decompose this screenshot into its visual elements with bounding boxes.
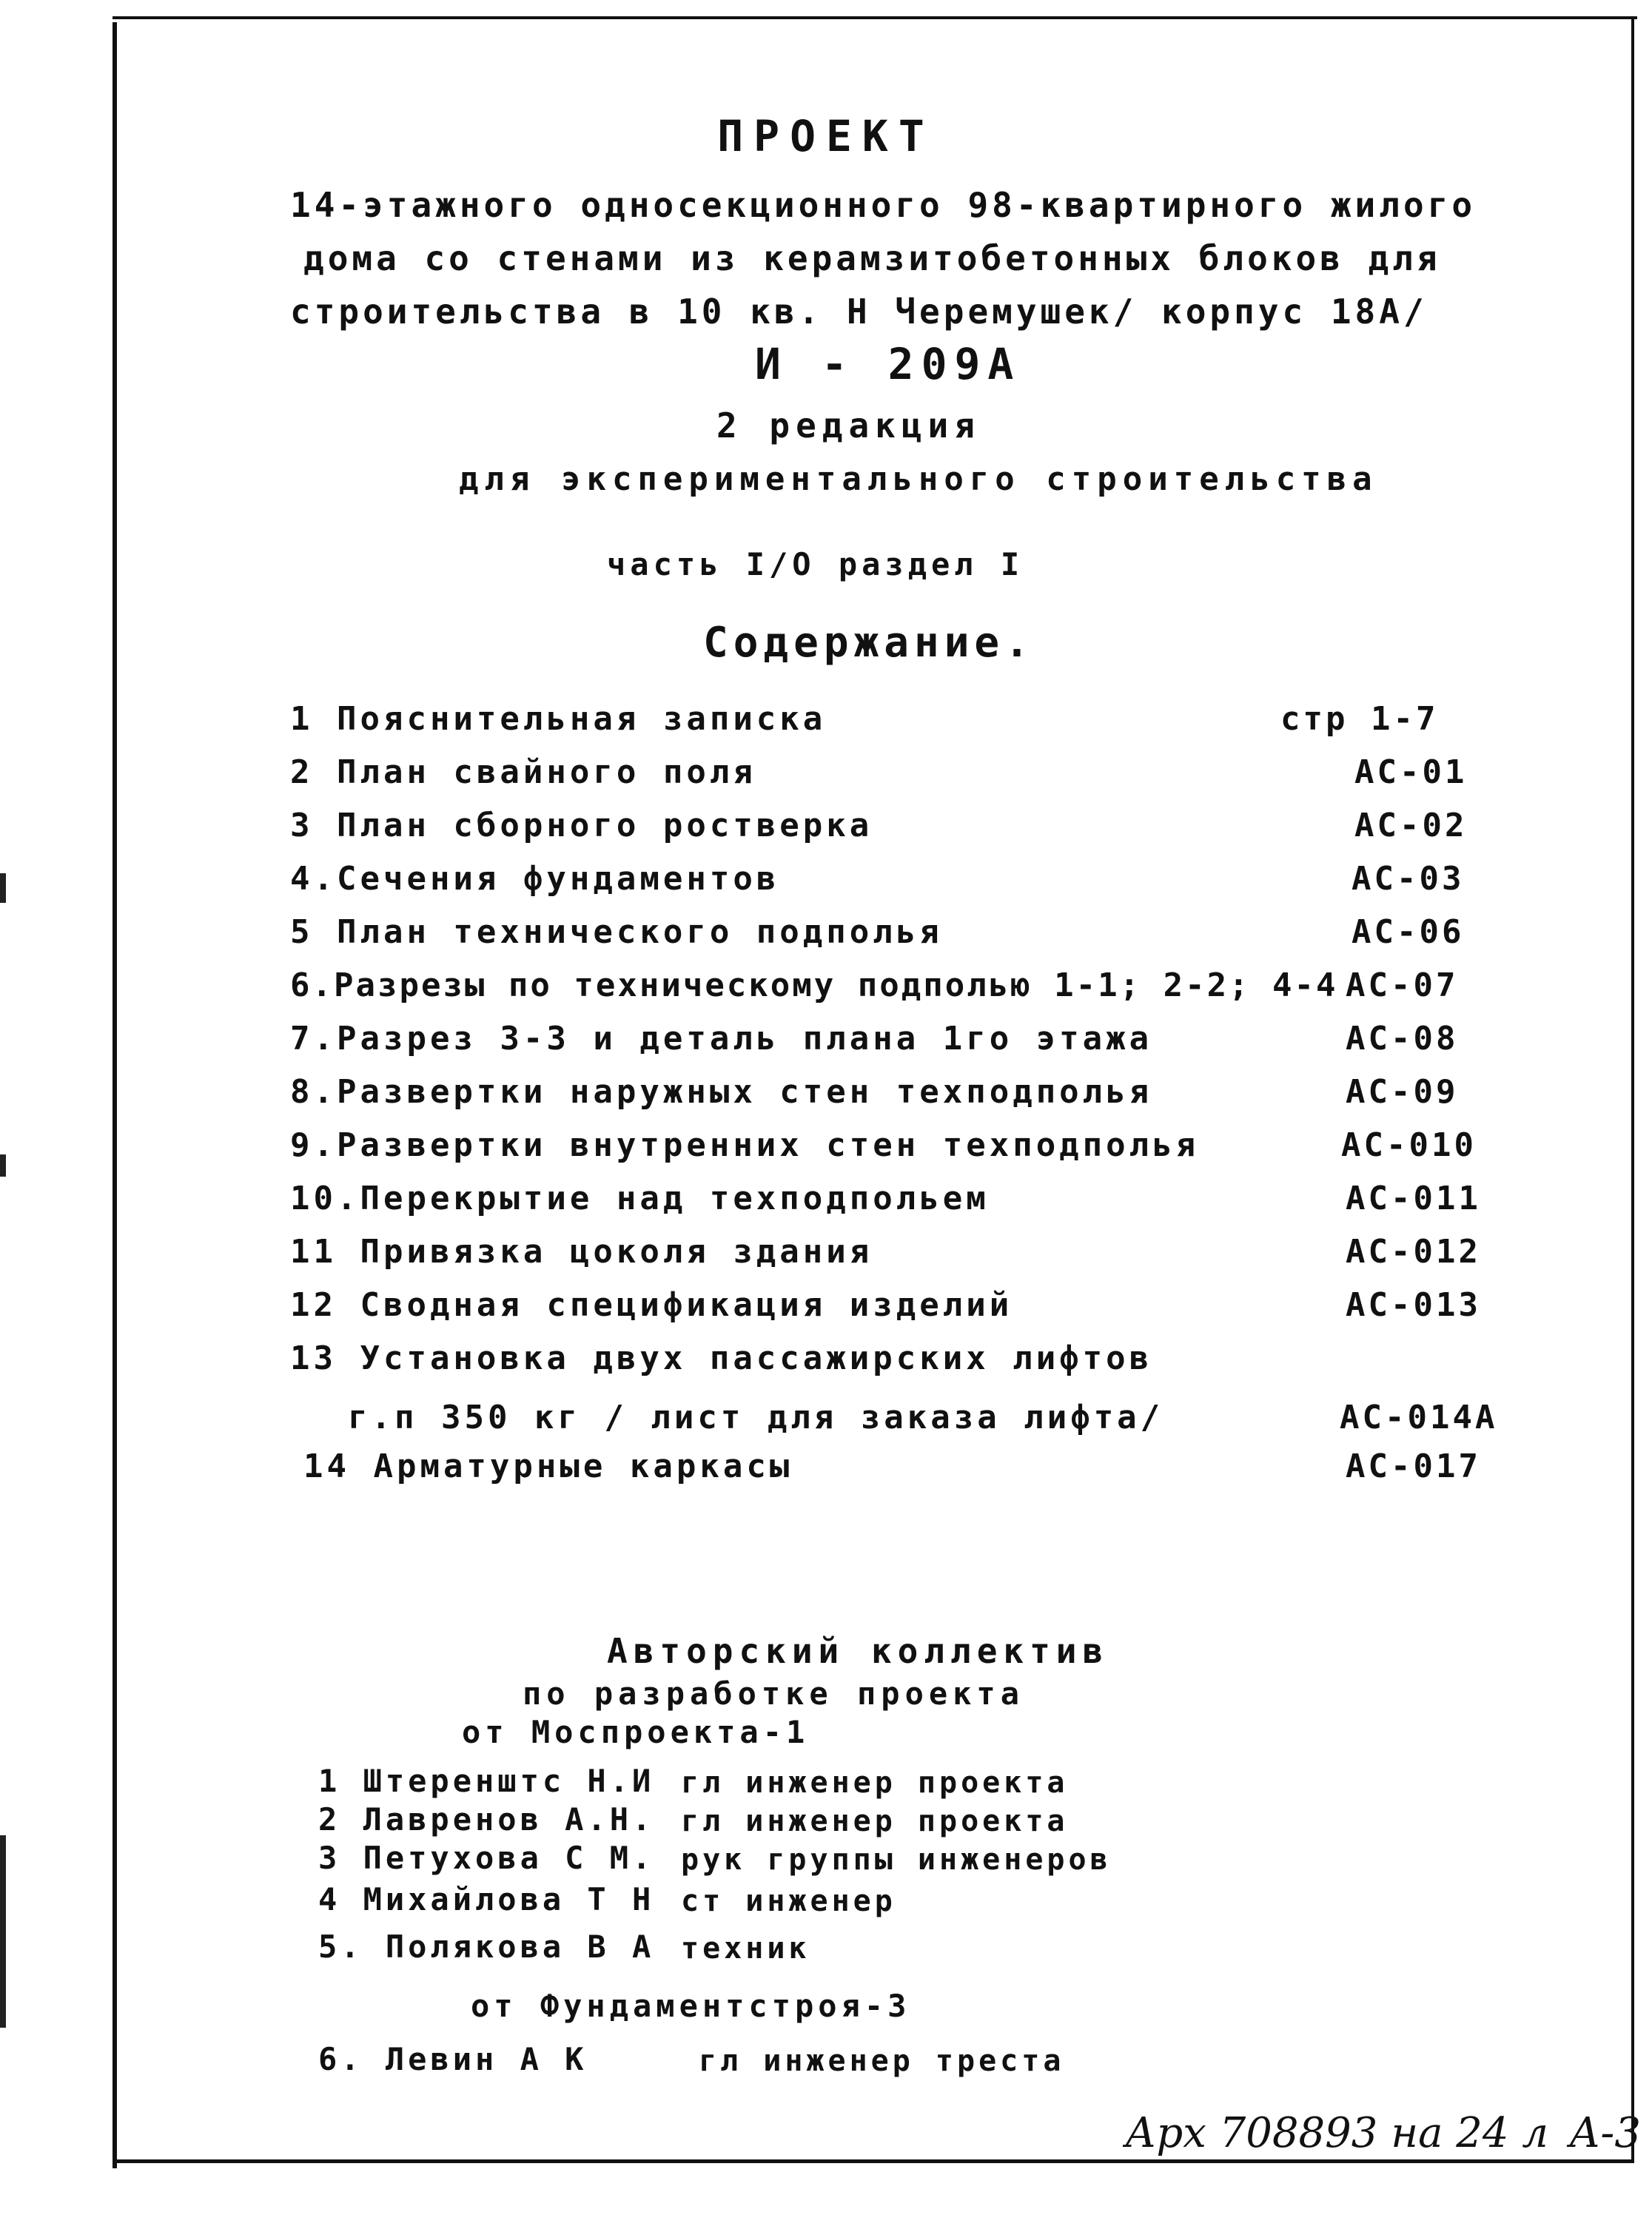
contents-item: 8.Развертки наружных стен техподполья (290, 1073, 1153, 1111)
contents-item-code: АС-06 (1352, 913, 1465, 951)
scan-edge-mark (0, 1154, 6, 1177)
author-name: 5. Полякова В А (318, 1929, 655, 1965)
author-name: 4 Михайлова Т Н (318, 1881, 655, 1917)
frame-bottom-border (113, 2159, 1634, 2163)
author-name: 2 Лавренов А.Н. (318, 1801, 655, 1838)
contents-item-code: АС-017 (1346, 1448, 1481, 1485)
author-name: 3 Петухова С М. (318, 1840, 655, 1876)
author-role: ст инженер (681, 1884, 896, 1918)
frame-left-border (113, 22, 117, 2168)
contents-item: 1 Пояснительная записка (290, 700, 827, 738)
contents-item-code: АС-013 (1346, 1286, 1481, 1324)
scan-edge-mark (0, 1835, 6, 2028)
contents-item: 13 Установка двух пассажирских лифтов (290, 1339, 1153, 1377)
contents-item: 3 План сборного ростверка (290, 807, 873, 844)
project-line-3: строительства в 10 кв. Н Черемушек/ корпус 18А/ (290, 292, 1428, 332)
project-code: И - 209А (755, 339, 1021, 389)
contents-item: г.п 350 кг / лист для заказа лифта/ (348, 1399, 1164, 1436)
frame-right-border (1631, 16, 1634, 2162)
part-section: часть I/О раздел I (607, 546, 1024, 582)
contents-item: 2 План свайного поля (290, 753, 756, 791)
authors-heading: Авторский коллектив (607, 1631, 1109, 1671)
contents-item-code: АС-08 (1346, 1020, 1459, 1058)
contents-item-code: АС-02 (1354, 807, 1468, 844)
frame-top-border (113, 16, 1637, 19)
authors-org-2: от Фундаментстроя-3 (471, 1988, 911, 2024)
author-role: рук группы инженеров (681, 1843, 1112, 1877)
contents-item-code: АС-011 (1346, 1180, 1481, 1217)
contents-item: 5 План технического подполья (290, 913, 943, 951)
purpose: для экспериментального строительства (459, 460, 1378, 498)
author-role: гл инженер треста (699, 2044, 1065, 2078)
archive-number: Арх 708893 на 24 л (1125, 2109, 1549, 2157)
contents-item: 11 Привязка цоколя здания (290, 1233, 873, 1271)
project-line-1: 14-этажного односекционного 98-квартирного жилого (290, 185, 1477, 225)
contents-item: 10.Перекрытие над техподпольем (290, 1180, 990, 1217)
contents-item: 6.Разрезы по техническому подполью 1-1; 2-2; 4-4 (290, 966, 1338, 1004)
author-role: гл инженер проекта (681, 1766, 1069, 1800)
contents-item-code: стр 1-7 (1280, 700, 1439, 738)
contents-item-code: АС-07 (1346, 966, 1459, 1004)
authors-org-1: от Моспроекта-1 (462, 1714, 810, 1750)
document-title: ПРОЕКТ (717, 111, 935, 161)
contents-heading: Содержание. (703, 619, 1035, 667)
author-name: 1 Штеренштс Н.И (318, 1763, 655, 1799)
contents-item-code: АС-014А (1340, 1399, 1498, 1436)
contents-item-code: АС-09 (1346, 1073, 1459, 1111)
authors-subheading: по разработке проекта (523, 1675, 1025, 1712)
contents-item-code: АС-010 (1341, 1126, 1477, 1164)
contents-item: 4.Сечения фундаментов (290, 860, 780, 898)
author-role: гл инженер проекта (681, 1804, 1069, 1838)
sheet-number: А-3 (1569, 2109, 1641, 2157)
contents-item: 7.Разрез 3-3 и деталь плана 1го этажа (290, 1020, 1153, 1058)
contents-item-code: АС-012 (1346, 1233, 1481, 1271)
contents-item-code: АС-01 (1354, 753, 1468, 791)
project-line-2: дома со стенами из керамзитобетонных блоков для (303, 238, 1441, 278)
scan-edge-mark (0, 873, 6, 903)
contents-item: 9.Развертки внутренних стен техподполья (290, 1126, 1200, 1164)
author-name: 6. Левин А К (318, 2041, 588, 2077)
contents-item-code: АС-03 (1352, 860, 1465, 898)
contents-item: 12 Сводная спецификация изделий (290, 1286, 1013, 1324)
edition: 2 редакция (716, 406, 981, 446)
author-role: техник (681, 1932, 810, 1966)
contents-item: 14 Арматурные каркасы (303, 1448, 793, 1485)
